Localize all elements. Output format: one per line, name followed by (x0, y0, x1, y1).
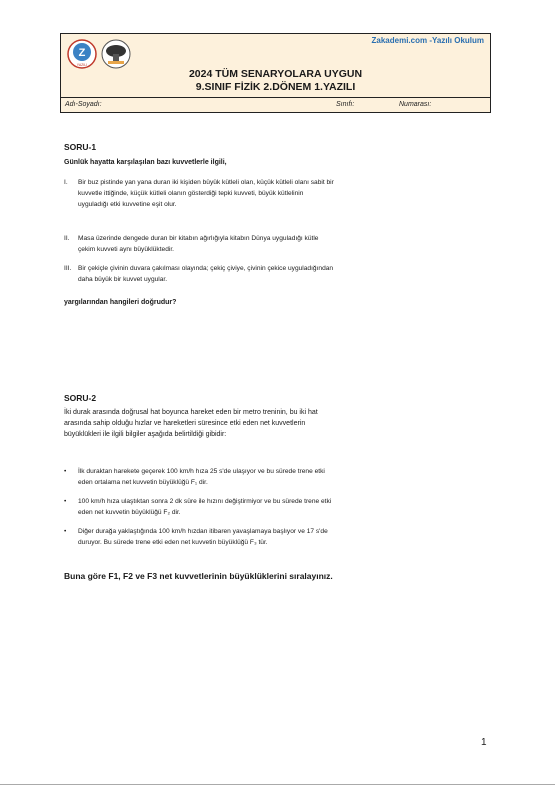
item-text: Bir buz pistinde yan yana duran iki kişiden büyük kütleli olan, küçük kütleli olanı sabit bir kuvvetle ittiğinde, küçük kütleli olanın gösterdiği tepki kuvveti, büyük kütlelinin uyguladığı etki kuvvetine eşit olur. (78, 179, 334, 208)
bullet-marker: • (64, 528, 67, 535)
question2-item-1 (64, 466, 334, 488)
page-bottom-line (0, 784, 555, 785)
site-name: Zakademi.com -Yazılı Okulum (371, 36, 484, 45)
item-text: Masa üzerinde dengede duran bir kitabın ağırlığıyla kitabın Dünya uyguladığı kütle çekim kuvveti aynı büyüklüktedir. (78, 235, 319, 253)
item-marker: III. (64, 265, 72, 272)
bullet-marker: • (64, 468, 67, 475)
exam-title-line2: 9.SINIF FİZİK 2.DÖNEM 1.YAZILI (195, 81, 356, 93)
exam-title-line1: 2024 TÜM SENARYOLARA UYGUN (188, 68, 363, 80)
logo-caption: YAZILI (76, 63, 88, 67)
logo-letter: Z (78, 47, 86, 59)
name-label: Adı-Soyadı: (65, 101, 102, 108)
mushroom-emblem-icon (101, 39, 131, 69)
question1-item-1 (64, 177, 334, 210)
question2-item-3 (64, 526, 334, 548)
page-number: 1 (481, 737, 487, 748)
header-divider (61, 97, 490, 98)
question1-item-3 (64, 263, 334, 285)
header-box (60, 33, 491, 113)
zakademi-logo (67, 39, 97, 69)
number-label: Numarası: (399, 101, 432, 108)
question2-intro: İki durak arasında doğrusal hat boyunca hareket eden bir metro treninin, bu iki hat arasında sahip olduğu hızlar ve hareketleri süresince etki eden net kuvvetlerin büyüklükleri ile ilgili bilgiler aşağıda belirtildiği gibidir: (64, 409, 318, 438)
question1-intro: Günlük hayatta karşılaşılan bazı kuvvetlerle ilgili, (64, 159, 227, 166)
item-marker: II. (64, 235, 70, 242)
item-text: İlk duraktan harekete geçerek 100 km/h hıza 25 s'de ulaşıyor ve bu sürede trene etki eden ortalama net kuvvetin büyüklüğü F₁ dir. (78, 468, 325, 486)
question2-title: SORU-2 (64, 393, 97, 403)
question1-prompt: yargılarından hangileri doğrudur? (64, 299, 177, 306)
item-text: Diğer durağa yaklaştığında 100 km/h hızdan itibaren yavaşlamaya başlıyor ve 17 s'de duruyor. Bu sürede trene etki eden net kuvvetin büyüklüğü F₃ tür. (78, 528, 328, 546)
class-label: Sınıfı: (336, 101, 355, 108)
bullet-marker: • (64, 498, 67, 505)
question2-item-2 (64, 496, 334, 518)
item-marker: I. (64, 179, 68, 186)
question1-item-2 (64, 233, 334, 255)
question1-title: SORU-1 (64, 142, 97, 152)
question2-prompt: Buna göre F1, F2 ve F3 net kuvvetlerinin büyüklüklerini sıralayınız. (64, 571, 333, 581)
item-text: Bir çekiçle çivinin duvara çakılması olayında; çekiç çiviye, çivinin çekice uyguladığından daha büyük bir kuvvet uygular. (78, 265, 334, 283)
item-text: 100 km/h hıza ulaştıktan sonra 2 dk süre ile hızını değiştirmiyor ve bu sürede trene etki eden net kuvvetin büyüklüğü F₂ dir. (78, 498, 332, 516)
